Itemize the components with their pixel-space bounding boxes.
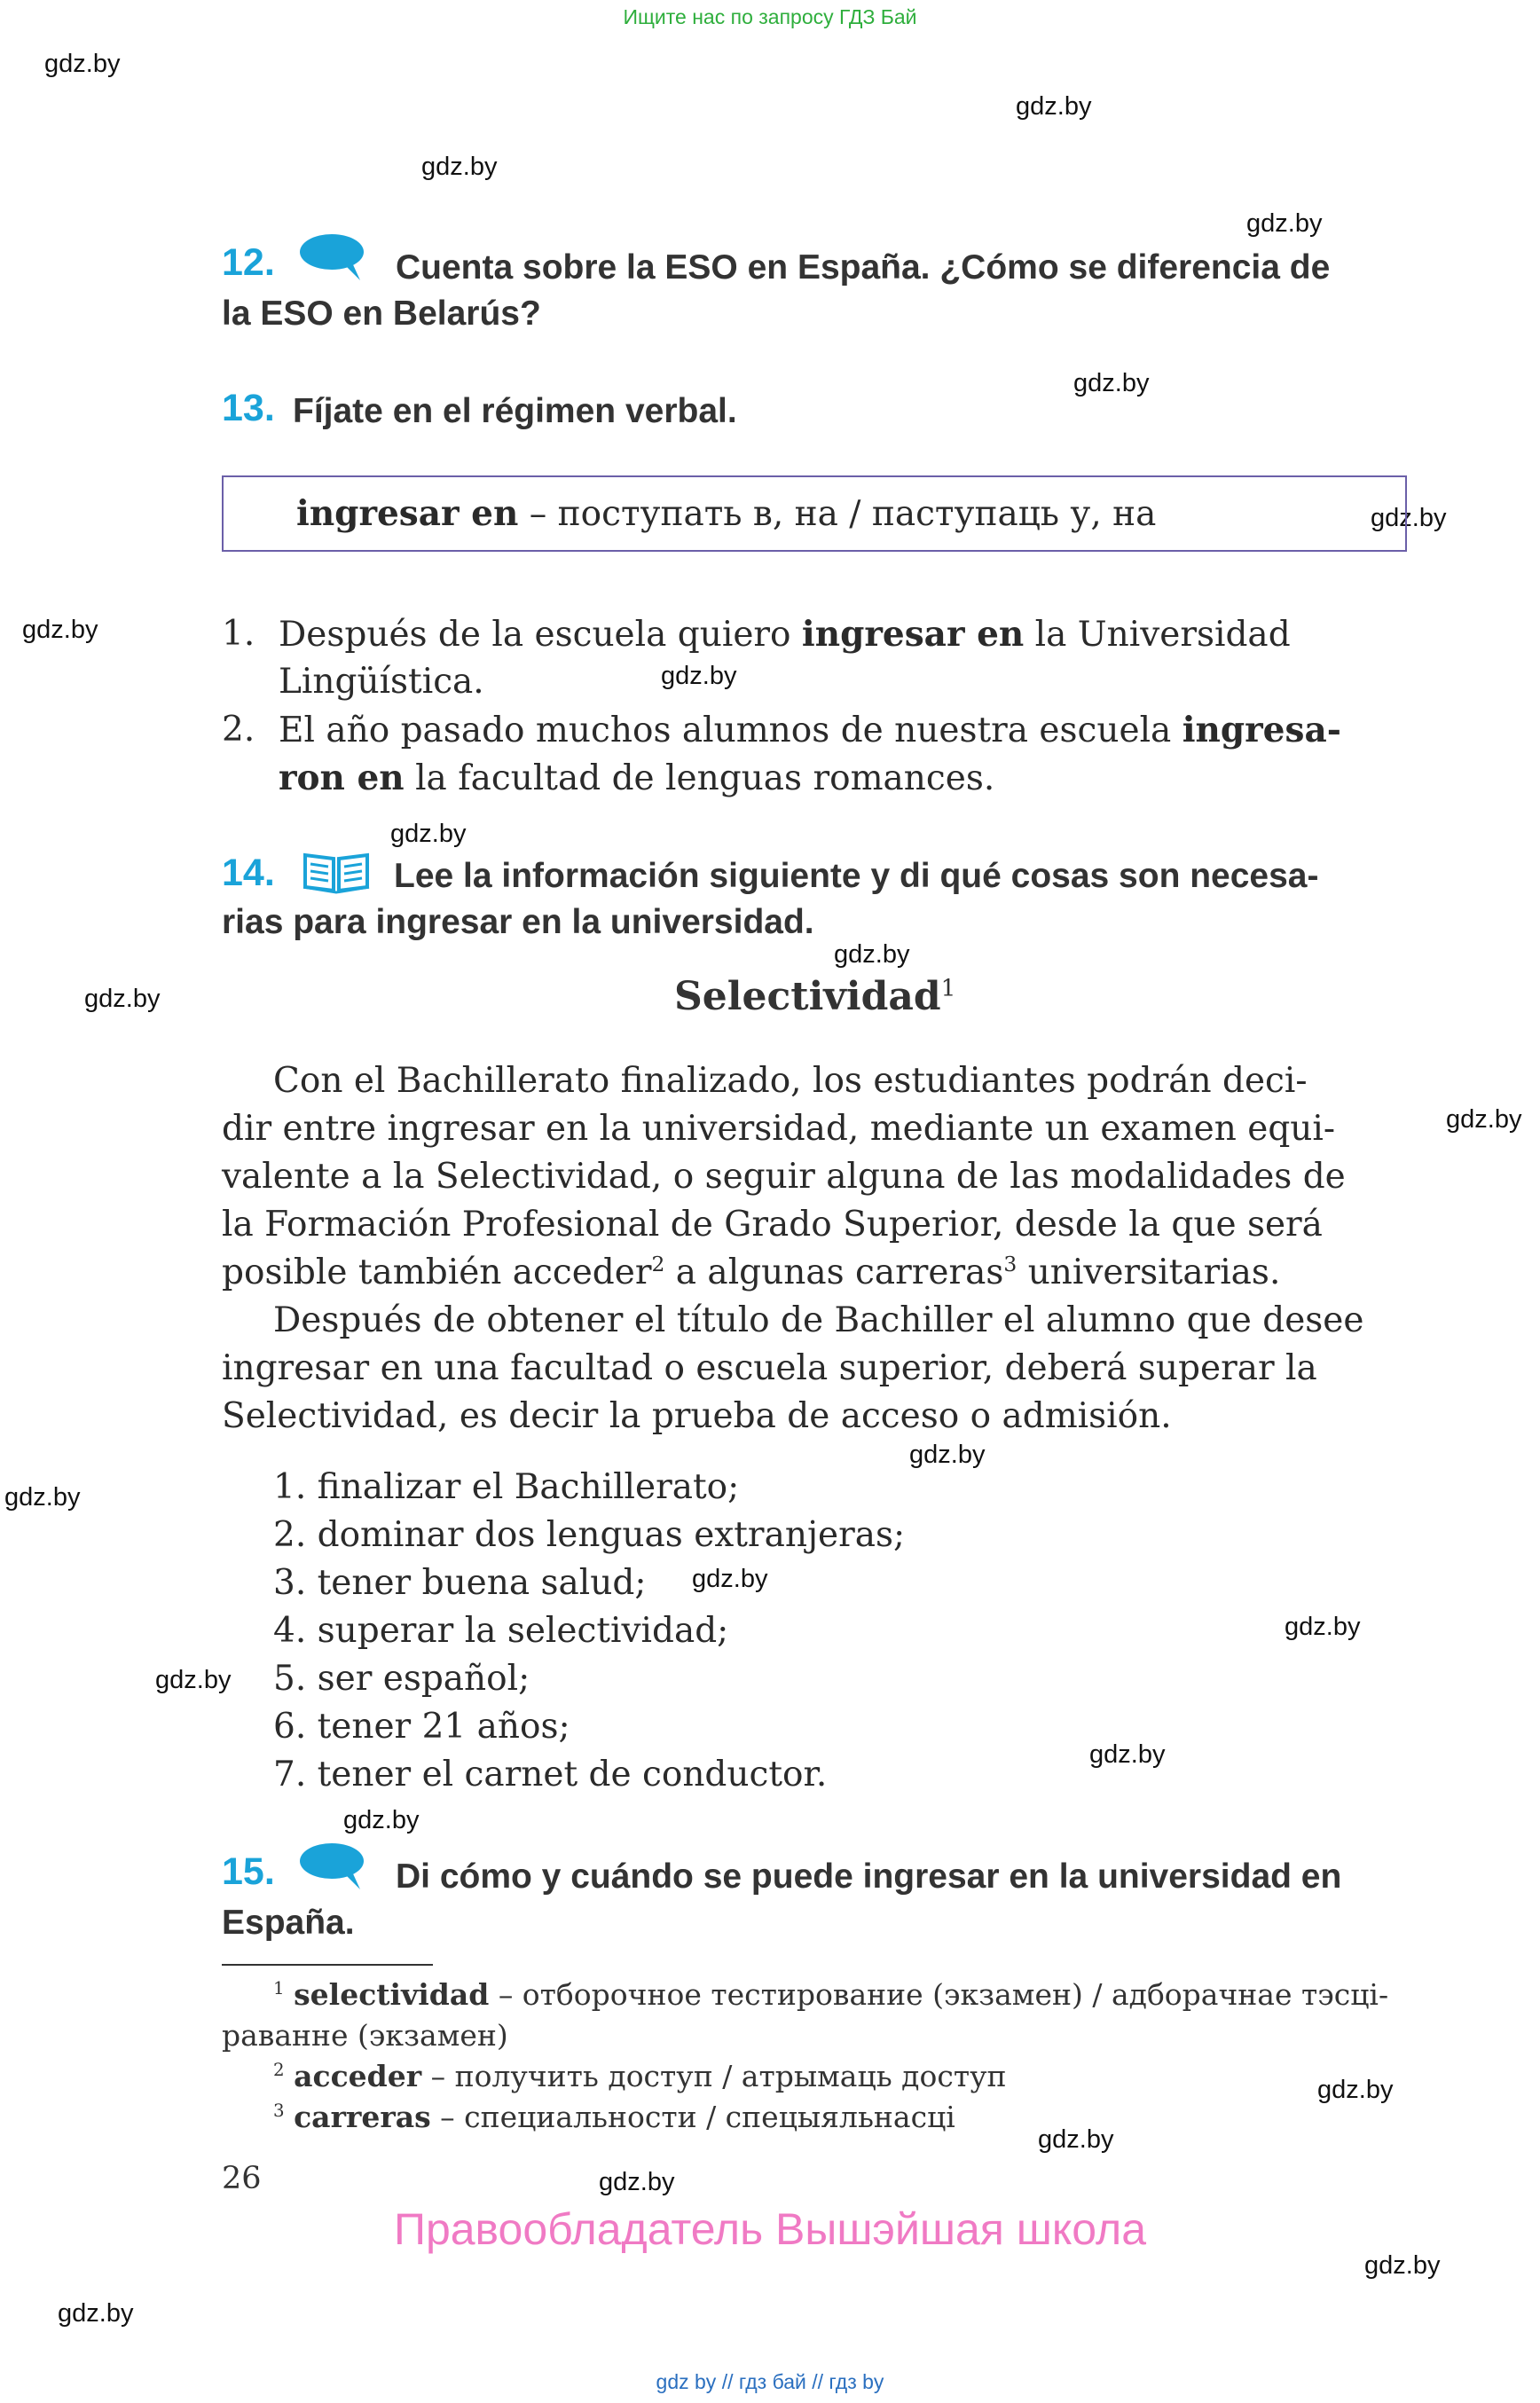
watermark: gdz.by bbox=[909, 1441, 986, 1469]
paragraph-line: ingresar en una facultad o escuela superior, deberá superar la bbox=[222, 1348, 1317, 1388]
list-item: 7. tener el carnet de conductor. bbox=[273, 1755, 828, 1794]
watermark: gdz.by bbox=[4, 1483, 81, 1512]
search-hint-link[interactable]: Ищите нас по запросу ГДЗ Бай bbox=[623, 5, 917, 28]
watermark: gdz.by bbox=[421, 153, 498, 181]
example-number: 1. bbox=[222, 614, 255, 654]
speech-bubble-icon bbox=[298, 232, 369, 282]
watermark: gdz.by bbox=[692, 1565, 768, 1593]
list-item: 5. ser español; bbox=[273, 1659, 530, 1699]
dash: – bbox=[518, 494, 558, 534]
list-item: 4. superar la selectividad; bbox=[273, 1611, 729, 1651]
watermark: gdz.by bbox=[1364, 2251, 1441, 2280]
example-line: El año pasado muchos alumnos de nuestra escuela ingresa- bbox=[279, 710, 1341, 750]
watermark: gdz.by bbox=[390, 820, 467, 848]
page-number: 26 bbox=[222, 2161, 262, 2196]
list-item: 1. finalizar el Bachillerato; bbox=[273, 1467, 740, 1507]
watermark: gdz.by bbox=[84, 985, 161, 1013]
watermark: gdz.by bbox=[1285, 1613, 1361, 1641]
watermark: gdz.by bbox=[58, 2299, 134, 2328]
footnote: $^1$ selectividad – отборочное тестирование (экзамен) / адборачнае тэсці- bbox=[273, 1977, 1389, 2012]
paragraph-line: posible también acceder$^2$ a algunas carreras$^3$ universitarias. bbox=[222, 1252, 1281, 1292]
task-text: rias para ingresar en la universidad. bbox=[222, 903, 814, 941]
footnote: раванне (экзамен) bbox=[222, 2018, 508, 2053]
verb-regime-box bbox=[222, 475, 1407, 552]
watermark: gdz.by bbox=[834, 940, 910, 969]
watermark: gdz.by bbox=[599, 2168, 675, 2196]
example-line: Lingüística. bbox=[279, 662, 484, 702]
watermark: gdz.by bbox=[1038, 2125, 1114, 2154]
list-item: 6. tener 21 años; bbox=[273, 1707, 570, 1747]
copyright-notice: Правообладатель Вышэйшая школа bbox=[394, 2204, 1146, 2254]
task-number: 13. bbox=[222, 387, 275, 429]
example-line: ron en la facultad de lenguas romances. bbox=[279, 758, 995, 798]
task-text: Lee la información siguiente y di qué cosas son necesa- bbox=[394, 857, 1319, 895]
paragraph-line: Selectividad, es decir la prueba de acceso o admisión. bbox=[222, 1396, 1172, 1436]
example-line: Después de la escuela quiero ingresar en la Universidad bbox=[279, 614, 1291, 655]
paragraph-line: Después de obtener el título de Bachiller el alumno que desee bbox=[273, 1300, 1364, 1340]
task-number: 12. bbox=[222, 241, 275, 284]
watermark: gdz.by bbox=[155, 1666, 232, 1694]
watermark: gdz.by bbox=[44, 50, 121, 78]
example-number: 2. bbox=[222, 710, 255, 750]
paragraph-line: dir entre ingresar en la universidad, mediante un examen equi- bbox=[222, 1109, 1336, 1149]
watermark: gdz.by bbox=[1446, 1105, 1522, 1134]
watermark: gdz.by bbox=[1371, 504, 1447, 532]
section-title: Selectividad$^1$ bbox=[674, 974, 956, 1019]
paragraph-line: valente a la Selectividad, o seguir alguna de las modalidades de bbox=[222, 1157, 1346, 1197]
watermark: gdz.by bbox=[1246, 209, 1323, 238]
bottom-links[interactable]: gdz by // гдз бай // гдз by bbox=[656, 2370, 884, 2393]
footnote: $^2$ acceder – получить доступ / атрымаць доступ bbox=[273, 2059, 1007, 2093]
verb-term: ingresar en bbox=[296, 493, 519, 534]
open-book-icon bbox=[302, 848, 371, 894]
paragraph-line: Con el Bachillerato finalizado, los estudiantes podrán deci- bbox=[273, 1061, 1308, 1101]
task-number: 15. bbox=[222, 1850, 275, 1893]
task-text: España. bbox=[222, 1904, 355, 1942]
watermark: gdz.by bbox=[22, 616, 98, 644]
watermark: gdz.by bbox=[343, 1806, 420, 1834]
verb-translation: поступать в, на / паступаць у, на bbox=[557, 494, 1157, 534]
list-item: 3. tener buena salud; bbox=[273, 1563, 647, 1603]
watermark: gdz.by bbox=[661, 662, 737, 690]
paragraph-line: la Formación Profesional de Grado Superior, desde la que será bbox=[222, 1205, 1323, 1245]
watermark: gdz.by bbox=[1089, 1740, 1166, 1769]
task-text: Fíjate en el régimen verbal. bbox=[293, 392, 737, 430]
task-text: la ESO en Belarús? bbox=[222, 294, 541, 333]
footnote: $^3$ carreras – специальности / спецыяльнасці bbox=[273, 2100, 955, 2134]
list-item: 2. dominar dos lenguas extranjeras; bbox=[273, 1515, 906, 1555]
task-text: Cuenta sobre la ESO en España. ¿Cómo se diferencia de bbox=[396, 248, 1331, 287]
task-text: Di cómo y cuándo se puede ingresar en la universidad en bbox=[396, 1857, 1342, 1896]
task-number: 14. bbox=[222, 852, 275, 894]
speech-bubble-icon bbox=[298, 1842, 369, 1891]
watermark: gdz.by bbox=[1317, 2076, 1394, 2104]
watermark: gdz.by bbox=[1016, 92, 1092, 121]
watermark: gdz.by bbox=[1073, 369, 1150, 397]
footnote-divider bbox=[222, 1964, 433, 1966]
